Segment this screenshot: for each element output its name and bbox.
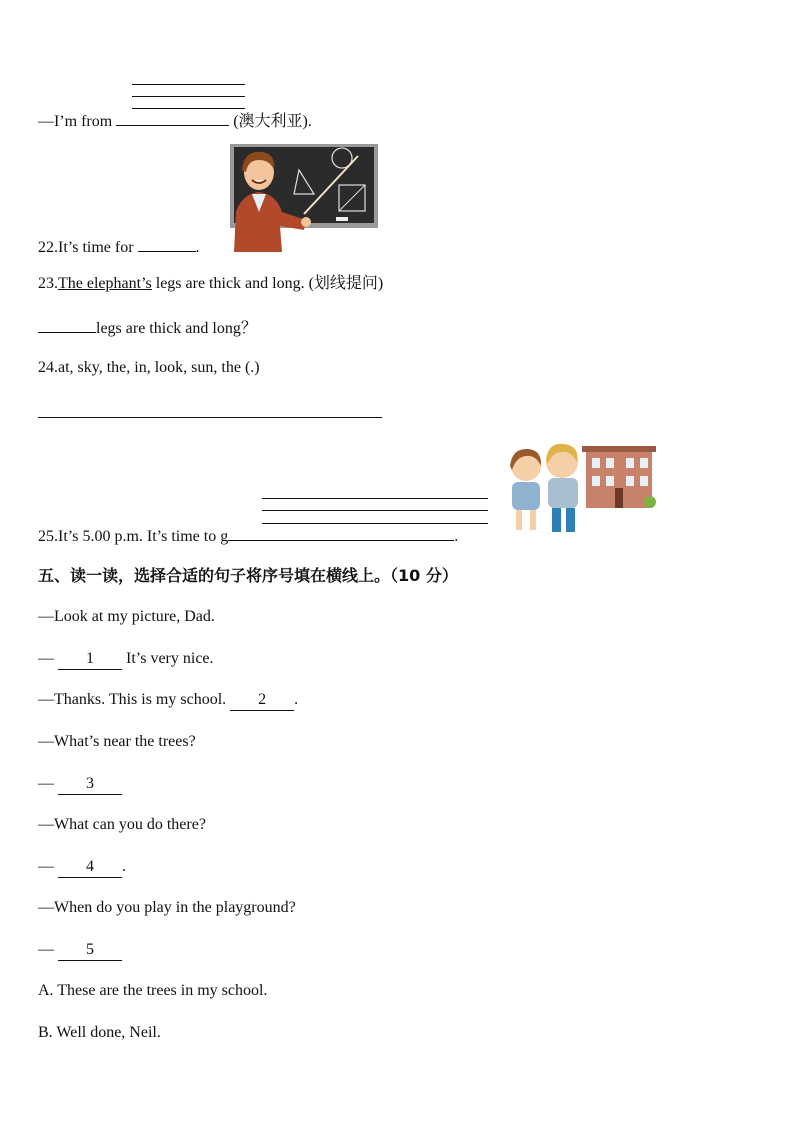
dash: — xyxy=(38,608,54,625)
dash: — xyxy=(38,691,54,708)
option-text: Well done, Neil. xyxy=(56,1024,161,1041)
question-text: It’s 5.00 p.m. It’s time to g xyxy=(58,528,229,545)
teacher-at-blackboard-illustration xyxy=(224,142,380,252)
section-5-title: 五、读一读，选择合适的句子将序号填在横线上。（10 分） xyxy=(38,566,458,585)
option-b xyxy=(38,1023,161,1043)
answer-blank-25[interactable] xyxy=(228,524,454,541)
period: . xyxy=(122,858,126,875)
period: . xyxy=(454,528,459,545)
word-list: at, sky, the, in, look, sun, the (.) xyxy=(58,359,260,376)
dialogue-line-1 xyxy=(38,607,215,627)
line-text: It’s very nice. xyxy=(122,650,214,667)
answer-blank-4[interactable]: 4 xyxy=(58,857,122,878)
dialogue-line-9 xyxy=(38,940,122,961)
dash: — xyxy=(38,775,54,792)
line-text: What’s near the trees? xyxy=(54,733,196,750)
answer-line-24[interactable] xyxy=(38,417,382,418)
underlined-phrase: The elephant’s xyxy=(58,275,152,292)
question-24 xyxy=(38,358,260,378)
answer-blank-3[interactable]: 3 xyxy=(58,774,122,795)
answer-blank-22[interactable] xyxy=(138,235,196,252)
question-23 xyxy=(38,274,383,294)
dialogue-line-6 xyxy=(38,815,206,835)
suffix-text: (澳大利亚). xyxy=(233,113,312,130)
prefix-text: I’m from xyxy=(54,113,113,130)
dash: — xyxy=(38,816,54,833)
question-text: legs are thick and long. (划线提问) xyxy=(151,275,384,292)
dialogue-line-4 xyxy=(38,732,196,752)
dash: — xyxy=(38,650,54,667)
option-label: B. xyxy=(38,1024,53,1041)
option-label: A. xyxy=(38,982,54,999)
question-text: It’s time for xyxy=(58,239,134,256)
dialogue-line-5 xyxy=(38,774,122,795)
dialogue-line-2 xyxy=(38,649,214,670)
question-21-line xyxy=(38,109,312,132)
option-a xyxy=(38,981,267,1001)
line-text: Look at my picture, Dad. xyxy=(54,608,215,625)
dash: — xyxy=(38,733,54,750)
question-23-answer-line xyxy=(38,316,257,339)
answer-blank-21[interactable] xyxy=(116,109,229,126)
option-text: These are the trees in my school. xyxy=(57,982,268,999)
line-text: When do you play in the playground? xyxy=(54,899,296,916)
question-number: 24. xyxy=(38,359,58,376)
two-students-with-school-illustration xyxy=(500,440,656,540)
answer-blank-23[interactable] xyxy=(38,316,96,333)
line-text: What can you do there? xyxy=(54,816,206,833)
answer-blank-1[interactable]: 1 xyxy=(58,649,122,670)
dialogue-line-7 xyxy=(38,857,126,878)
line-text: Thanks. This is my school. xyxy=(54,691,231,708)
answer-blank-2[interactable]: 2 xyxy=(230,690,294,711)
answer-blank-5[interactable]: 5 xyxy=(58,940,122,961)
question-25 xyxy=(38,524,458,547)
dash: — xyxy=(38,113,54,130)
answer-text: legs are thick and long？ xyxy=(96,320,257,337)
question-number: 23. xyxy=(38,275,58,292)
period: . xyxy=(195,239,200,256)
question-22 xyxy=(38,235,200,258)
dialogue-line-8 xyxy=(38,898,296,918)
question-number: 22. xyxy=(38,239,58,256)
dash: — xyxy=(38,899,54,916)
dialogue-line-3 xyxy=(38,690,298,711)
dash: — xyxy=(38,941,54,958)
dash: — xyxy=(38,858,54,875)
question-number: 25. xyxy=(38,528,58,545)
period: . xyxy=(294,691,299,708)
